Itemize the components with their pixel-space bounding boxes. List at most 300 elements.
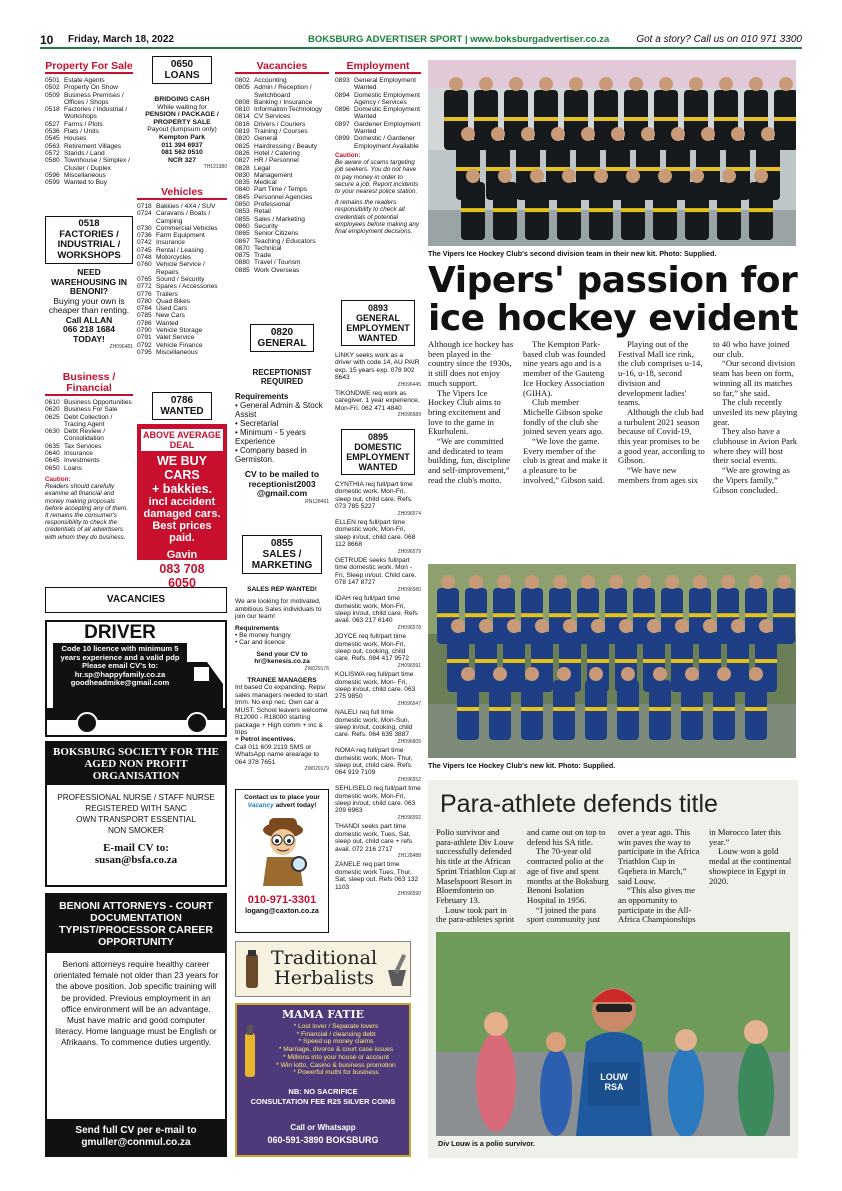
classified-category[interactable] bbox=[335, 77, 421, 92]
benoni-body: Benoni attorneys require healthy career orientated female not older than 23 years for the above position. Job specific training will be provided. Previous employment in an office environment will be an advantage. Must have matric and good computer literacy. Home language must be English or Afrikaans. To commence duties urgently. bbox=[53, 959, 219, 1048]
player-head bbox=[731, 127, 745, 141]
sales-heading: SALES REP WANTED! bbox=[247, 586, 317, 593]
category-code: 0791 bbox=[137, 334, 152, 342]
classified-category[interactable] bbox=[235, 150, 329, 157]
player-head bbox=[629, 77, 643, 91]
mama-fee: CONSULTATION FEE R25 SILVER COINS bbox=[250, 1097, 396, 1106]
sales-send: Send your CV to bbox=[256, 650, 308, 658]
classified-category[interactable] bbox=[45, 150, 133, 157]
category-code: 0808 bbox=[235, 98, 250, 106]
vacancies-title: Vacancies bbox=[235, 60, 329, 74]
req-item: • Secretarial bbox=[235, 419, 279, 428]
classified-category[interactable] bbox=[335, 135, 421, 150]
player-head bbox=[589, 667, 603, 681]
classified-category[interactable] bbox=[45, 428, 133, 443]
loans-phone2[interactable]: 081 562 0510 bbox=[161, 149, 203, 157]
para-article bbox=[436, 828, 792, 928]
category-label: Wanted bbox=[156, 319, 179, 327]
player-head bbox=[551, 127, 565, 141]
category-label: New Cars bbox=[156, 312, 185, 320]
classified-category[interactable] bbox=[137, 239, 227, 246]
player-head bbox=[507, 619, 521, 633]
classified-category[interactable] bbox=[235, 165, 329, 172]
mama-fatie-ad bbox=[235, 1003, 411, 1157]
classified-ad bbox=[335, 595, 421, 632]
category-code: 0870 bbox=[235, 244, 250, 252]
category-code: 0745 bbox=[137, 246, 152, 254]
category-code: 0819 bbox=[235, 128, 250, 136]
category-label: General bbox=[254, 135, 278, 143]
society-email-label: E-mail CV to: bbox=[103, 842, 169, 854]
classified-ad bbox=[335, 352, 421, 389]
classified-category[interactable] bbox=[235, 194, 329, 201]
category-label: Information Technology bbox=[254, 106, 323, 114]
jersey-stripe bbox=[755, 659, 777, 663]
classified-category[interactable] bbox=[235, 121, 329, 128]
classified-category[interactable] bbox=[137, 261, 227, 276]
classified-ad bbox=[335, 481, 421, 518]
jersey-stripe bbox=[681, 707, 703, 711]
jersey-stripe bbox=[661, 613, 683, 617]
classified-category[interactable] bbox=[45, 157, 133, 172]
benoni-send[interactable]: Send full CV per e-mail to gmuller@conmul.co.za bbox=[47, 1119, 225, 1155]
classified-category[interactable] bbox=[235, 99, 329, 106]
classified-category[interactable] bbox=[335, 106, 421, 121]
category-code: 0896 bbox=[335, 106, 350, 114]
article-paragraph: “We have new members from ages six to 40 who have joined our club. bbox=[618, 339, 790, 485]
classified-category[interactable] bbox=[235, 84, 329, 99]
player-head bbox=[562, 169, 576, 183]
employment-section bbox=[335, 60, 421, 235]
story-line: Got a story? Call us on 010 971 3300 bbox=[636, 34, 802, 45]
player-head bbox=[749, 575, 763, 589]
jersey-stripe bbox=[689, 613, 711, 617]
classified-ad bbox=[335, 709, 421, 746]
ref-code: ZH096579 bbox=[397, 548, 421, 555]
article-paragraph: The club recently unveiled its new playing gear. bbox=[713, 397, 798, 427]
photo-caption-2: The Vipers Ice Hockey Club's new kit. Photo: Supplied. bbox=[428, 761, 616, 770]
contact-l1: Contact us to place your bbox=[244, 794, 320, 801]
player-head bbox=[451, 619, 465, 633]
category-code: 0897 bbox=[335, 120, 350, 128]
jersey-stripe bbox=[624, 117, 648, 121]
vehicles-section bbox=[137, 186, 227, 356]
classified-ad bbox=[335, 557, 421, 594]
ref-code: ZH096590 bbox=[397, 890, 421, 897]
property-section bbox=[45, 60, 133, 186]
service-item: * Millions into your house or account bbox=[283, 1053, 389, 1061]
jersey-stripe bbox=[649, 707, 671, 711]
category-code: 0885 bbox=[235, 266, 250, 274]
category-label: Houses bbox=[64, 135, 87, 143]
category-code: 0580 bbox=[45, 157, 60, 165]
vehicles-title: Vehicles bbox=[137, 186, 227, 200]
classified-category[interactable] bbox=[137, 210, 227, 225]
society-title: BOKSBURG SOCIETY FOR THE AGED NON PROFIT ORGANISATION bbox=[47, 743, 225, 785]
player-head bbox=[461, 127, 475, 141]
classified-category[interactable] bbox=[137, 225, 227, 232]
vipers-headline: Vipers' passion for ice hockey evident bbox=[428, 260, 798, 339]
category-code: 0518 bbox=[45, 106, 60, 114]
jersey-stripe bbox=[643, 659, 665, 663]
jersey-stripe bbox=[589, 208, 613, 212]
classified-category[interactable] bbox=[45, 121, 133, 128]
employment-title: Employment bbox=[335, 60, 421, 74]
driver-email1[interactable]: hr.sp@happyfamily.co.za bbox=[74, 669, 166, 679]
jersey-stripe bbox=[531, 659, 553, 663]
player-head bbox=[553, 575, 567, 589]
category-code: 0785 bbox=[137, 312, 152, 320]
classified-category[interactable] bbox=[137, 334, 227, 341]
category-label: Retirement Villages bbox=[64, 142, 122, 150]
caution-text: Readers should carefully examine all financial and money making proposals before accepting any of them. It remains the consumer's responsibility to check the credentials of all advertisers with whom they do business. bbox=[45, 483, 128, 541]
wanted-section bbox=[137, 392, 227, 590]
jersey-stripe bbox=[671, 659, 693, 663]
classified-category[interactable] bbox=[235, 230, 329, 237]
trainee-text: Int based Co expanding. Reps/ sales managers needed to start Imm. No exp nec. Own car a MUST. School leavers welcome R12000 - R18000 starting package + High comm + inc & trips bbox=[235, 684, 328, 736]
player-head bbox=[539, 77, 553, 91]
player-head bbox=[441, 575, 455, 589]
service-item: * Marriage, divorce & court case issues bbox=[278, 1046, 394, 1054]
benoni-title: BENONI ATTORNEYS - COURT DOCUMENTATION TYPIST/PROCESSOR CAREER OPPORTUNITY bbox=[47, 895, 225, 953]
jersey-stripe bbox=[576, 167, 600, 171]
jersey-stripe bbox=[503, 659, 525, 663]
category-label: Property On Show bbox=[64, 84, 118, 92]
player-head bbox=[521, 127, 535, 141]
classified-category[interactable] bbox=[45, 77, 133, 84]
ref-code: ZH096547 bbox=[397, 700, 421, 707]
ad-text: ELLEN req full/part time domestic work, Mon-Fri, sleep in/out, child care. 068 112 8668 bbox=[335, 519, 416, 549]
jersey-stripe bbox=[666, 167, 690, 171]
classified-category[interactable] bbox=[235, 216, 329, 223]
property-list bbox=[45, 77, 133, 186]
classified-category[interactable] bbox=[235, 238, 329, 245]
wanted-box: 0786 WANTED bbox=[152, 392, 212, 420]
contact-phone[interactable]: 010-971-3301 bbox=[247, 894, 317, 906]
category-code: 0776 bbox=[137, 290, 152, 298]
mama-services bbox=[263, 1023, 409, 1077]
service-item: * Win lotto, Casino & business promotion bbox=[276, 1061, 396, 1069]
mama-no-sacrifice: NB: NO SACRIFICE bbox=[288, 1087, 358, 1096]
category-code: 0760 bbox=[137, 261, 152, 269]
factories-l5: TODAY! bbox=[73, 333, 105, 344]
vacancies-list bbox=[235, 77, 329, 274]
caution-text2: It remains the readers responsibility to check all credentials of potential employees before making any final employment decisions. bbox=[335, 199, 420, 235]
category-code: 0835 bbox=[235, 179, 250, 187]
jersey-stripe bbox=[457, 707, 479, 711]
jersey-stripe bbox=[617, 707, 639, 711]
player-head bbox=[689, 77, 703, 91]
contact-email[interactable]: logang@caxton.co.za bbox=[245, 906, 319, 915]
classified-ad bbox=[335, 861, 421, 898]
classified-category[interactable] bbox=[137, 342, 227, 349]
classified-category[interactable] bbox=[235, 259, 329, 266]
loans-l1: While waiting for bbox=[157, 103, 207, 111]
classified-category[interactable] bbox=[137, 254, 227, 261]
general-section bbox=[235, 324, 329, 505]
classified-category[interactable] bbox=[45, 443, 133, 450]
louw-photo bbox=[436, 932, 790, 1136]
ref-code: ZW029179 bbox=[304, 765, 329, 772]
category-label: Factories / Industrial / Workshops bbox=[64, 106, 128, 121]
jersey-stripe bbox=[587, 659, 609, 663]
category-label: Business Premises / Offices / Shops bbox=[64, 91, 124, 106]
category-label: Debt Review / Consolidation bbox=[64, 428, 106, 443]
category-label: Gardener Employment Wanted bbox=[354, 120, 421, 136]
category-code: 0855 bbox=[235, 215, 250, 223]
article-paragraph: Polio survivor and para-athlete Div Louw successfully defended his title at the African Sprint Triathlon Cup at Maselspoort Resort in Bloemfontein on February 13. bbox=[436, 827, 516, 905]
jersey-stripe bbox=[745, 707, 767, 711]
jersey-stripe bbox=[615, 659, 637, 663]
jersey-stripe bbox=[521, 613, 543, 617]
category-label: Teaching / Educators bbox=[254, 237, 316, 245]
classified-category[interactable] bbox=[235, 106, 329, 113]
ref-code: TH121380 bbox=[203, 164, 227, 171]
society-ad bbox=[45, 741, 227, 887]
sales-email[interactable]: hr@kenesis.co.za bbox=[254, 658, 310, 666]
business-title: Business / Financial bbox=[45, 372, 133, 396]
team-photo-2 bbox=[428, 564, 796, 758]
issue-date: Friday, March 18, 2022 bbox=[68, 34, 174, 45]
player-head bbox=[569, 77, 583, 91]
article-paragraph: “I joined the para sport community just over a year ago. This win paves the way to participate in the Africa Triathlon Cup in Gqebera in March,” said Louw. bbox=[527, 827, 700, 925]
player-head bbox=[581, 127, 595, 141]
contact-l2: Vacancy bbox=[247, 801, 274, 809]
player-head bbox=[557, 667, 571, 681]
category-code: 0899 bbox=[335, 135, 350, 143]
classified-category[interactable] bbox=[137, 232, 227, 239]
jersey-stripe bbox=[633, 613, 655, 617]
classified-category[interactable] bbox=[137, 283, 227, 290]
classified-category[interactable] bbox=[335, 92, 421, 107]
ad-text: TIKONDWE req work as caregiver. 1 year experience, Mon-Fri. 062 471 4840 bbox=[335, 390, 420, 412]
article-paragraph: “We are growing as the Vipers family,” Gibson concluded. bbox=[713, 465, 790, 495]
category-code: 0650 bbox=[45, 464, 60, 472]
category-code: 0850 bbox=[235, 201, 250, 209]
classified-category[interactable] bbox=[137, 203, 227, 210]
receptionist-title: RECEPTIONIST REQUIRED bbox=[252, 368, 312, 386]
classified-category[interactable] bbox=[137, 349, 227, 356]
publication-link[interactable]: BOKSBURG ADVERTISER SPORT | www.boksburgadvertiser.co.za bbox=[308, 34, 610, 45]
article-paragraph: They also have a clubhouse in Avion Park where they will host their social events. bbox=[713, 426, 798, 466]
loans-ad bbox=[137, 56, 227, 170]
classified-category[interactable] bbox=[235, 157, 329, 164]
classified-category[interactable] bbox=[137, 320, 227, 327]
category-code: 0828 bbox=[235, 164, 250, 172]
classified-category[interactable] bbox=[235, 186, 329, 193]
ref-code: ZH096591 bbox=[397, 662, 421, 669]
category-label: Medical bbox=[254, 179, 277, 187]
business-caution bbox=[45, 476, 133, 541]
category-code: 0826 bbox=[235, 149, 250, 157]
domestic-box: 0895 DOMESTIC EMPLOYMENT WANTED bbox=[341, 429, 415, 475]
ad-phone[interactable]: 083 708 6050 bbox=[144, 562, 220, 590]
mama-call: Call or Whatsapp bbox=[290, 1123, 356, 1132]
classified-category[interactable] bbox=[235, 77, 329, 84]
driver-email2[interactable]: goodheadmike@gmail.com bbox=[70, 678, 170, 688]
classified-category[interactable] bbox=[235, 113, 329, 120]
classified-category[interactable] bbox=[235, 267, 329, 274]
vacancies-bar: VACANCIES bbox=[45, 587, 227, 613]
jersey-stripe bbox=[521, 707, 543, 711]
category-code: 0536 bbox=[45, 128, 60, 136]
classified-category[interactable] bbox=[45, 414, 133, 429]
classified-category[interactable] bbox=[235, 128, 329, 135]
cv-email-domain[interactable]: @gmail.com bbox=[256, 488, 308, 498]
category-code: 0718 bbox=[137, 203, 152, 210]
jersey-stripe bbox=[557, 208, 581, 212]
player-head bbox=[777, 575, 791, 589]
category-code: 0867 bbox=[235, 237, 250, 245]
society-email[interactable]: susan@bsfa.co.za bbox=[94, 854, 178, 866]
classified-category[interactable] bbox=[335, 121, 421, 136]
cv-email[interactable]: receptionist2003 bbox=[248, 478, 316, 489]
player-head bbox=[594, 169, 608, 183]
classified-category[interactable] bbox=[45, 143, 133, 150]
ad-line: WE BUY CARS bbox=[157, 454, 207, 482]
photo-caption-1: The Vipers Ice Hockey Club's second division team in their new kit. Photo: Supplied. bbox=[428, 249, 717, 258]
category-label: Farm Equipment bbox=[156, 232, 205, 240]
player-head bbox=[659, 77, 673, 91]
player-head bbox=[641, 127, 655, 141]
classified-category[interactable] bbox=[45, 179, 133, 186]
category-code: 0865 bbox=[235, 230, 250, 238]
player-head bbox=[665, 575, 679, 589]
trainee-call: Call 011 609 2119 SMS or WhatsApp name area/age to 064 378 7651 bbox=[235, 743, 319, 766]
jersey-stripe bbox=[525, 208, 549, 212]
req-item: • Minimum - 5 years Experience bbox=[235, 428, 306, 446]
player-head bbox=[535, 619, 549, 633]
classified-category[interactable] bbox=[235, 172, 329, 179]
loans-l7: NCR 327 bbox=[168, 156, 196, 164]
classified-category[interactable] bbox=[45, 135, 133, 142]
ref-code: ZH096589 bbox=[397, 412, 421, 419]
ref-code: RN128461 bbox=[305, 498, 329, 505]
classified-category[interactable] bbox=[235, 201, 329, 208]
factories-phone[interactable]: 066 218 1684 bbox=[63, 324, 115, 334]
category-code: 0730 bbox=[137, 224, 152, 232]
classified-category[interactable] bbox=[45, 84, 133, 91]
category-code: 0830 bbox=[235, 171, 250, 179]
classified-category[interactable] bbox=[137, 312, 227, 319]
category-label: Sales / Marketing bbox=[254, 215, 305, 223]
player-head bbox=[509, 77, 523, 91]
category-label: Personnel Agencies bbox=[254, 193, 313, 201]
ad-line: Best prices paid. bbox=[152, 520, 212, 544]
classified-ad bbox=[335, 785, 421, 822]
category-label: Caravans / Boats / Camping bbox=[156, 210, 211, 225]
classified-category[interactable] bbox=[45, 465, 133, 472]
classified-category[interactable] bbox=[137, 247, 227, 254]
loans-phone1[interactable]: 011 394 6937 bbox=[161, 141, 203, 149]
factories-box: 0518 FACTORIES / INDUSTRIAL / WORKSHOPS bbox=[45, 216, 133, 264]
classified-category[interactable] bbox=[137, 305, 227, 312]
category-code: 0784 bbox=[137, 305, 152, 313]
employment-caution bbox=[335, 152, 421, 235]
category-label: Farms / Plots bbox=[64, 120, 103, 128]
classified-category[interactable] bbox=[45, 399, 133, 406]
player-head bbox=[717, 667, 731, 681]
category-label: Estate Agents bbox=[64, 77, 105, 84]
category-code: 0893 bbox=[335, 77, 350, 84]
classified-category[interactable] bbox=[45, 92, 133, 107]
triathlon-photo bbox=[436, 932, 790, 1136]
classified-category[interactable] bbox=[45, 106, 133, 121]
classified-category[interactable] bbox=[45, 457, 133, 464]
para-section bbox=[428, 780, 798, 1158]
player-head bbox=[759, 619, 773, 633]
sales-section bbox=[235, 535, 329, 773]
loans-head: BRIDGING CASH bbox=[154, 96, 210, 103]
category-label: Used Cars bbox=[156, 305, 188, 313]
category-label: Tax Services bbox=[64, 442, 102, 450]
category-label: Insurance bbox=[156, 239, 185, 247]
jersey-stripe bbox=[594, 117, 618, 121]
player-head bbox=[581, 575, 595, 589]
ad-text: NOMA req full/part time domestic work, Mon- Thur, sleep out, child care. Refs. 064 919 7109 bbox=[335, 747, 413, 777]
classified-category[interactable] bbox=[137, 327, 227, 334]
jersey-stripe bbox=[559, 659, 581, 663]
category-label: General Employment Wanted bbox=[354, 77, 416, 92]
jersey-stripe bbox=[493, 208, 517, 212]
player-head bbox=[626, 169, 640, 183]
category-code: 0825 bbox=[235, 142, 250, 150]
classified-ad bbox=[335, 671, 421, 708]
classified-category[interactable] bbox=[45, 406, 133, 413]
classified-category[interactable] bbox=[137, 276, 227, 283]
article-paragraph: The Kempton Park-based club was founded nine years ago and is a member of the Gauteng Ice Hockey Association (GIHA). bbox=[523, 339, 606, 398]
category-label: Valet Service bbox=[156, 334, 195, 342]
category-label: Domestic / Gardener Employment Available bbox=[354, 135, 419, 150]
player-head bbox=[563, 619, 577, 633]
mama-number[interactable]: 060-591-3890 BOKSBURG bbox=[267, 1135, 379, 1145]
player-head bbox=[731, 619, 745, 633]
classified-category[interactable] bbox=[235, 223, 329, 230]
classified-category[interactable] bbox=[235, 208, 329, 215]
category-code: 0792 bbox=[137, 341, 152, 349]
jersey-stripe bbox=[564, 117, 588, 121]
category-label: Vehicle Storage bbox=[156, 327, 203, 335]
factories-l3: Call ALLAN bbox=[65, 314, 113, 325]
category-code: 0599 bbox=[45, 179, 60, 187]
classified-category[interactable] bbox=[137, 291, 227, 298]
category-label: Business For Sale bbox=[64, 406, 118, 414]
player-head bbox=[461, 667, 475, 681]
player-head bbox=[591, 619, 605, 633]
classified-category[interactable] bbox=[235, 245, 329, 252]
classified-category[interactable] bbox=[45, 450, 133, 457]
classified-category[interactable] bbox=[235, 252, 329, 259]
classified-category[interactable] bbox=[235, 143, 329, 150]
jersey-stripe bbox=[577, 613, 599, 617]
contact-ad bbox=[235, 789, 329, 933]
category-label: Vehicle Finance bbox=[156, 341, 203, 349]
classified-category[interactable] bbox=[137, 298, 227, 305]
ad-text: THANDI seeks part time domestic work, Tues, Sat, sleep out, child care + refs avail. 072 216 2717 bbox=[335, 823, 413, 853]
jersey-stripe bbox=[585, 707, 607, 711]
category-label: Investments bbox=[64, 457, 100, 465]
classified-category[interactable] bbox=[45, 172, 133, 179]
classified-category[interactable] bbox=[235, 135, 329, 142]
classified-category[interactable] bbox=[235, 179, 329, 186]
classified-category[interactable] bbox=[45, 128, 133, 135]
category-label: Commercial Vehicles bbox=[156, 224, 218, 232]
jersey-stripe bbox=[699, 659, 721, 663]
service-item: * Speed up money claims bbox=[298, 1038, 374, 1046]
req-item: • General Admin & Stock Assist bbox=[235, 401, 323, 419]
ad-text: ZANELE req part time domestic work Tues, Thur, Sat, sleep out. Refs 063 132 1103 bbox=[335, 861, 419, 891]
ref-code: ZH096592 bbox=[397, 814, 421, 821]
